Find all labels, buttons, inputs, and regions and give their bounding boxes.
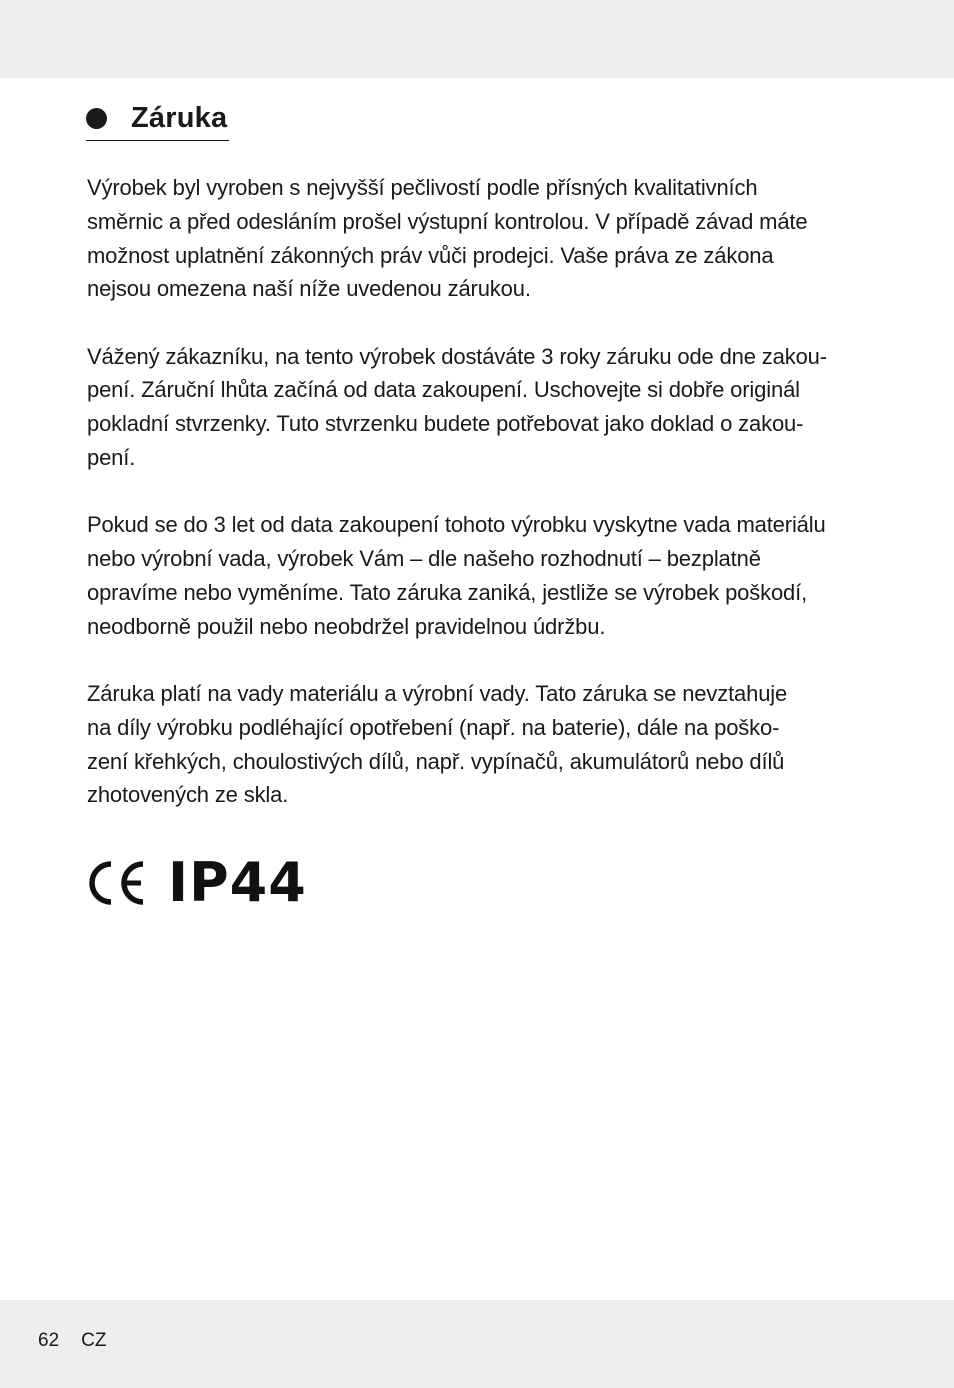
bullet-icon <box>86 108 107 129</box>
section-heading <box>86 98 229 141</box>
top-band <box>0 0 954 78</box>
warranty-text <box>87 171 877 846</box>
certification-marks <box>86 853 307 913</box>
page-number: 62 <box>38 1330 60 1351</box>
paragraph-intro: Výrobek byl vyroben s nejvyšší pečlivostí podle přísných kvalitativních směrnic a před odesláním prošel výstupní kontrolou. V případě závad máte možnost uplatnění zákonných práv vůči prodejci. Vaše práva ze zákona nejsou omezena naší níže uvedenou zárukou. <box>87 175 808 302</box>
page-footer <box>38 1330 106 1352</box>
paragraph-scope: Záruka platí na vady materiálu a výrobní vady. Tato záruka se nevztahuje na díly výrobku podléhající opotřebení (např. na baterie), dále na poško- zení křehkých, choulostivých dílů, např. vypínačů, akumulátorů nebo dílů zhotovených ze skla. <box>87 681 788 808</box>
bottom-band <box>0 1300 954 1388</box>
ce-mark-icon <box>86 859 148 907</box>
paragraph-warranty-period: Vážený zákazníku, na tento výrobek dostáváte 3 roky záruku ode dne zakou- pení. Záruční lhůta začíná od data zakoupení. Uschovejte si dobře originál pokladní stvrzenky. Tuto stvrzenku budete potřebovat jako doklad o zakou- pení. <box>87 343 827 471</box>
section-title: Záruka <box>131 101 228 134</box>
paragraph-defects: Pokud se do 3 let od data zakoupení tohoto výrobku vyskytne vada materiálu nebo výrobní vada, výrobek Vám – dle našeho rozhodnutí – bezplatně opravíme nebo vyměníme. Tato záruka zaniká, jestliže se výrobek poškodí, neodborně použil nebo neobdržel pravidelnou údržbu. <box>87 512 826 639</box>
language-code: CZ <box>81 1330 107 1351</box>
ip-rating: IP44 <box>168 851 307 914</box>
